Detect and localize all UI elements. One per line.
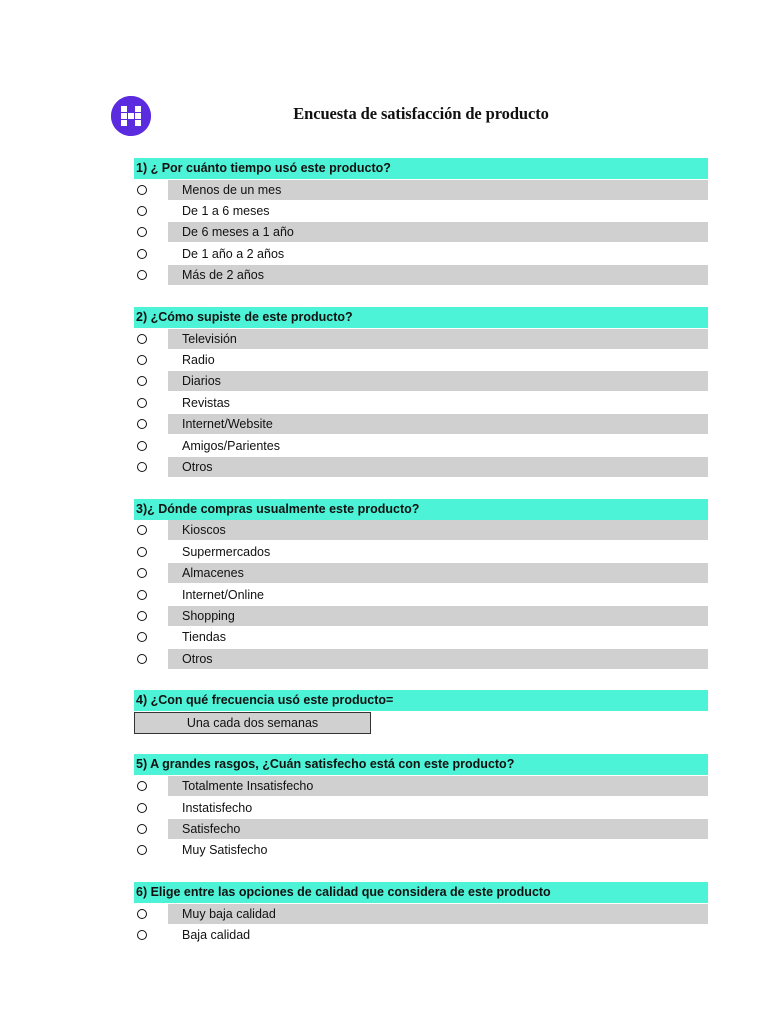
option-label: Revistas [182,395,230,410]
radio-button[interactable] [137,441,147,451]
option-label: Diarios [168,371,708,391]
option-item[interactable] [134,392,708,413]
radio-button[interactable] [137,845,147,855]
option-label: Tiendas [182,630,227,645]
radio-button[interactable] [137,611,147,621]
option-label: Otros [168,649,708,669]
page-title: Encuesta de satisfacción de producto [293,104,549,123]
option-label: Totalmente Insatisfecho [168,776,708,796]
radio-button[interactable] [137,824,147,834]
option-item[interactable] [134,562,708,583]
option-item[interactable] [134,584,708,605]
radio-button[interactable] [137,803,147,813]
radio-button[interactable] [137,270,147,280]
radio-button[interactable] [137,398,147,408]
option-item[interactable] [134,200,708,221]
option-item[interactable] [134,840,708,861]
option-label: Muy Satisfecho [182,843,268,858]
radio-button[interactable] [137,654,147,664]
radio-button[interactable] [137,525,147,535]
radio-button[interactable] [137,334,147,344]
radio-button[interactable] [137,227,147,237]
option-item[interactable] [134,371,708,392]
option-label: Más de 2 años [168,265,708,285]
radio-button[interactable] [137,376,147,386]
radio-button[interactable] [137,909,147,919]
question-3-label: 3)¿ Dónde compras usualmente este producto? [134,499,708,520]
option-item[interactable] [134,414,708,435]
option-label: Otros [168,457,708,477]
option-label: Satisfecho [168,819,708,839]
question-3 [134,499,708,670]
radio-button[interactable] [137,355,147,365]
option-label: Amigos/Parientes [182,438,280,453]
radio-button[interactable] [137,930,147,940]
option-item[interactable] [134,605,708,626]
option-label: Internet/Online [182,587,264,602]
question-2-label: 2) ¿Cómo supiste de este producto? [134,307,708,328]
option-item[interactable] [134,627,708,648]
question-4 [134,690,708,734]
question-5 [134,754,708,861]
frequency-dropdown[interactable]: Una cada dos semanas [134,712,371,734]
question-1-label: 1) ¿ Por cuánto tiempo usó este producto? [134,158,708,179]
radio-button[interactable] [137,206,147,216]
option-label: Supermercados [182,544,271,559]
option-item[interactable] [134,328,708,349]
option-label: Muy baja calidad [168,904,708,924]
option-item[interactable] [134,243,708,264]
option-item[interactable] [134,775,708,796]
option-label: De 6 meses a 1 año [168,222,708,242]
radio-button[interactable] [137,568,147,578]
option-label: De 1 a 6 meses [182,204,270,219]
radio-button[interactable] [137,185,147,195]
option-label: Instatisfecho [182,800,253,815]
question-2 [134,307,708,478]
option-item[interactable] [134,818,708,839]
option-item[interactable] [134,648,708,669]
option-item[interactable] [134,456,708,477]
option-item[interactable] [134,222,708,243]
option-item[interactable] [134,520,708,541]
option-label: Menos de un mes [168,180,708,200]
option-item[interactable] [134,349,708,370]
option-label: Shopping [168,606,708,626]
question-4-label: 4) ¿Con qué frecuencia usó este producto= [134,690,708,711]
question-6 [134,882,708,946]
option-item[interactable] [134,265,708,286]
option-label: Televisión [168,329,708,349]
survey-form [134,158,708,967]
option-label: De 1 año a 2 años [182,246,285,261]
radio-button[interactable] [137,462,147,472]
option-item[interactable] [134,924,708,945]
radio-button[interactable] [137,781,147,791]
radio-button[interactable] [137,249,147,259]
radio-button[interactable] [137,419,147,429]
radio-button[interactable] [137,590,147,600]
radio-button[interactable] [137,547,147,557]
option-item[interactable] [134,435,708,456]
question-5-label: 5) A grandes rasgos, ¿Cuán satisfecho está con este producto? [134,754,708,775]
question-6-label: 6) Elige entre las opciones de calidad que considera de este producto [134,882,708,903]
option-label: Baja calidad [182,928,251,943]
option-label: Radio [182,353,215,368]
option-label: Almacenes [168,563,708,583]
option-label: Internet/Website [168,414,708,434]
option-item[interactable] [134,903,708,924]
radio-button[interactable] [137,632,147,642]
option-item[interactable] [134,179,708,200]
option-item[interactable] [134,797,708,818]
question-1 [134,158,708,286]
option-label: Kioscos [168,520,708,540]
option-item[interactable] [134,541,708,562]
